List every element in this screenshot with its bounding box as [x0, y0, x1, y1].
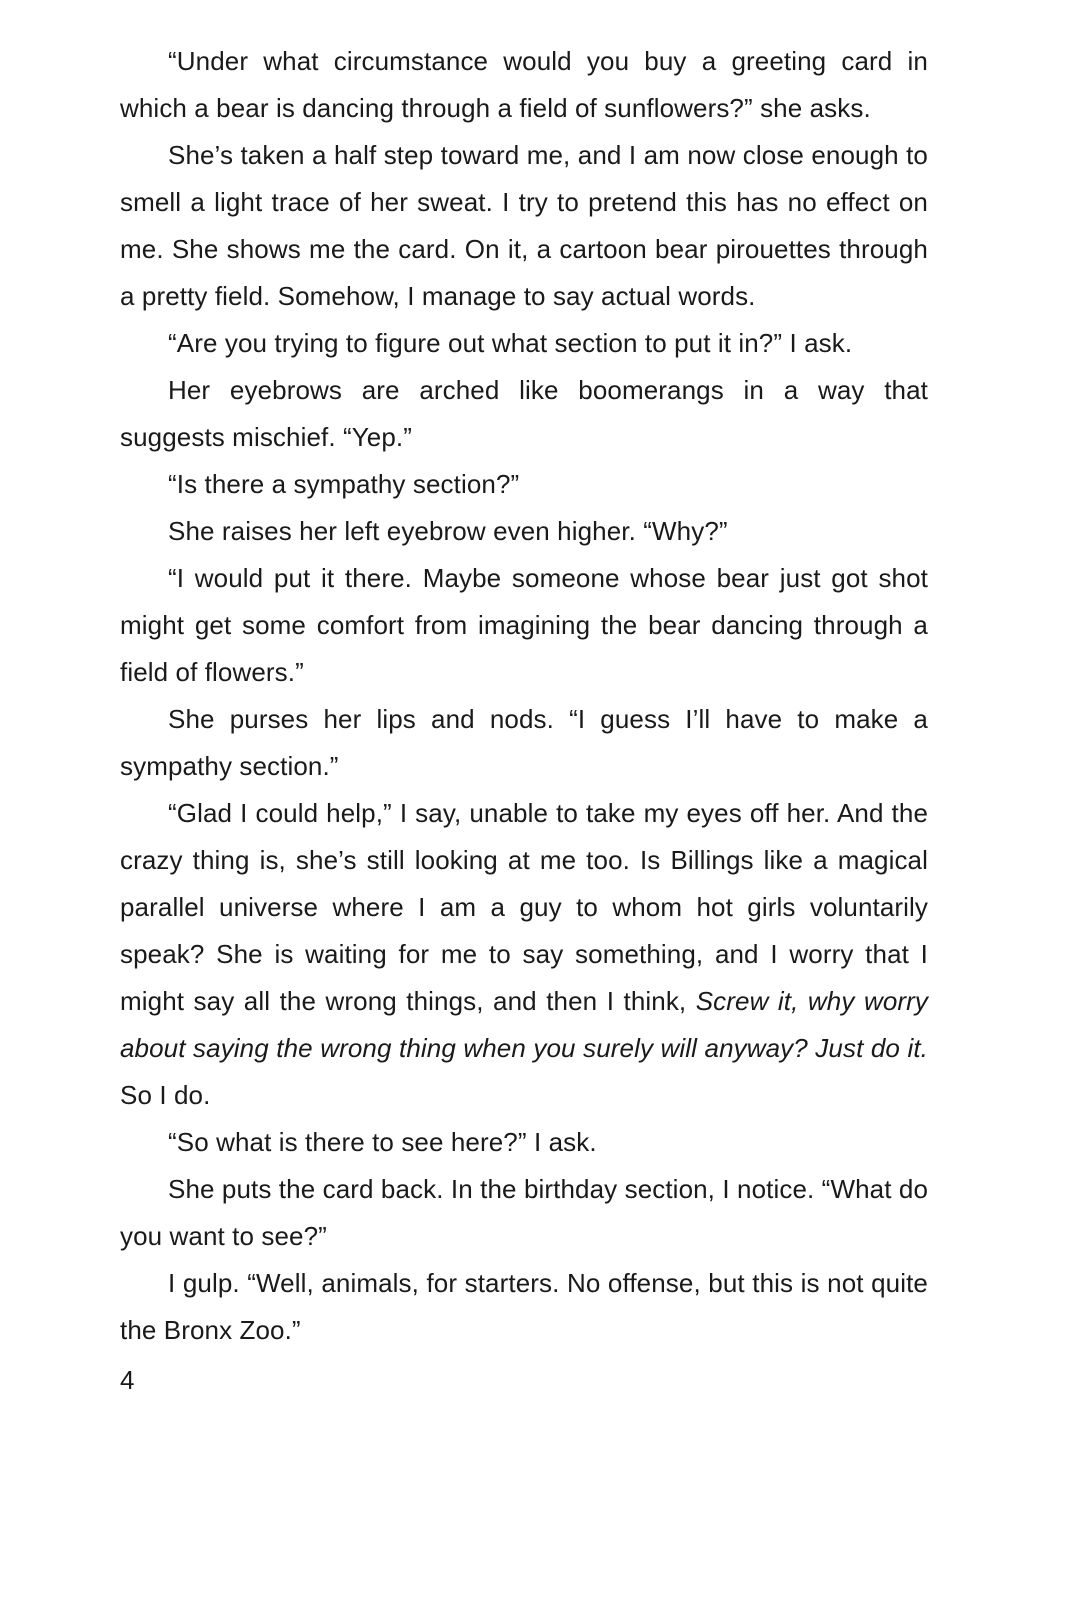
paragraph — [120, 461, 928, 508]
body-text — [120, 38, 928, 1354]
paragraph — [120, 320, 928, 367]
book-page — [120, 38, 928, 1354]
text-run: Her eyebrows are arched like boomerangs in a way that suggests mischief. “Yep.” — [120, 375, 928, 452]
paragraph — [120, 508, 928, 555]
text-run: She puts the card back. In the birthday section, I notice. “What do you want to see?” — [120, 1174, 928, 1251]
paragraph — [120, 132, 928, 320]
paragraph — [120, 555, 928, 696]
page-number: 4 — [120, 1365, 135, 1395]
text-run: “Are you trying to figure out what section to put it in?” I ask. — [168, 328, 853, 358]
text-run: She raises her left eyebrow even higher. “Why?” — [168, 516, 728, 546]
paragraph — [120, 696, 928, 790]
text-run: I gulp. “Well, animals, for starters. No offense, but this is not quite the Bronx Zoo.” — [120, 1268, 928, 1345]
text-run: “Under what circumstance would you buy a greeting card in which a bear is dancing through a field of sunflowers?” she asks. — [120, 46, 928, 123]
italic-text: Screw it, why worry about saying the wrong thing when you surely will anyway? Just do it. — [120, 986, 928, 1063]
paragraph — [120, 790, 928, 1119]
text-run: “Is there a sympathy section?” — [168, 469, 520, 499]
text-run: “Glad I could help,” I say, unable to take my eyes off her. And the crazy thing is, she’s still looking at me too. Is Billings like a magical parallel universe where I am a guy to whom hot girls voluntarily speak? She is waiting for me to say something, and I worry that I might say all the wrong things, and then I think, — [120, 798, 928, 1016]
text-run: “I would put it there. Maybe someone whose bear just got shot might get some comfort from imagining the bear dancing through a field of flowers.” — [120, 563, 928, 687]
text-run: She’s taken a half step toward me, and I am now close enough to smell a light trace of her sweat. I try to pretend this has no effect on me. She shows me the card. On it, a cartoon bear pirouettes through a pretty field. Somehow, I manage to say actual words. — [120, 140, 928, 311]
paragraph — [120, 1260, 928, 1354]
paragraph — [120, 367, 928, 461]
text-run: “So what is there to see here?” I ask. — [168, 1127, 597, 1157]
paragraph — [120, 1119, 928, 1166]
paragraph — [120, 38, 928, 132]
text-run: She purses her lips and nods. “I guess I’ll have to make a sympathy section.” — [120, 704, 928, 781]
paragraph — [120, 1166, 928, 1260]
text-run: So I do. — [120, 1080, 211, 1110]
